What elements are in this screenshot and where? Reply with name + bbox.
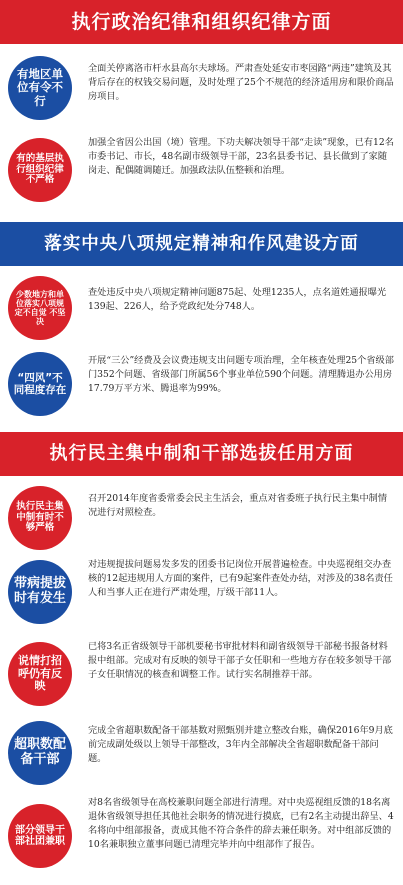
issue-badge-label: 少数地方和单位落实八项规定不自觉 不坚决 — [14, 289, 66, 327]
measure-text: 对8名省级领导在高校兼职问题全部进行清理。对中央巡视组反馈的18名离退休省级领导担任其他社会职务的情况进行摸底，已有2名主动提出辞呈、4名将向中组部报备，责成其他不符合条件的辞去兼任职务。对中组部反馈的10名兼职独立董事问题已清理完毕并向中组部作了报告。 — [88, 797, 394, 850]
list-item — [0, 346, 403, 426]
measure-text: 开展“三公”经费及会议费违规支出问题专项治理，全年核查处理25个省级部门352个问题、省级部门所属56个事业单位590个问题。清理腾退办公用房17.79万平方米、腾退率为99%。 — [88, 355, 394, 394]
issue-badge — [8, 560, 72, 624]
list-item — [0, 480, 403, 552]
measure-text: 查处违反中央八项规定精神问题875起、处理1235人，点名道姓通报曝光139起、226人，给予党政纪处分748人。 — [88, 287, 387, 312]
issue-badge — [8, 721, 72, 785]
list-item — [0, 552, 403, 634]
measure-text: 完成全省超职数配备干部基数对照甄别并建立整改台账，确保2016年9月底前完成副处级以上领导干部整改，3年内全部解决全省超职数配备干部问题。 — [88, 725, 393, 764]
measure-text: 已将3名正省级领导干部机要秘书审批材料和副省级领导干部秘书报备材料报中组部。完成对有反映的领导干部子女任职和一些地方存在较多领导干部子女任职情况的核查和调整工作。试行实名制推荐干部。 — [88, 641, 392, 680]
issue-badge — [8, 352, 72, 416]
issue-badge — [8, 276, 72, 340]
issue-badge — [8, 486, 72, 550]
issue-badge-label: 执行民主集中制有时不够严格 — [16, 500, 64, 534]
issue-badge-label: 有地区单位有令不行 — [17, 67, 63, 108]
list-item — [0, 130, 403, 214]
issue-badge-label: 部分领导干部社团兼职 — [15, 824, 65, 847]
issue-badge — [8, 56, 72, 120]
list-item — [0, 50, 403, 130]
issue-badge-label: 超职数配备干部 — [13, 737, 66, 767]
list-item — [0, 790, 403, 885]
section-header-eight-rules: 落实中央八项规定精神和作风建设方面 — [0, 222, 403, 266]
section-header-political-discipline: 执行政治纪律和组织纪律方面 — [0, 0, 403, 44]
list-item — [0, 634, 403, 716]
measure-text: 全面关停离洛市杆水县高尔夫球场。严肃查处延安市枣园路“两违”建筑及其背后存在的权钱交易问题，及时处理了25个不规范的经济适用房和限价商品房项目。 — [88, 63, 394, 102]
measure-text: 召开2014年度省委常委会民主生活会，重点对省委班子执行民主集中制情况进行对照检查。 — [88, 493, 388, 518]
section-header-democratic-centralism: 执行民主集中制和干部选拔任用方面 — [0, 432, 403, 476]
issue-badge — [8, 642, 72, 706]
list-item — [0, 272, 403, 344]
measure-text: 加强全省因公出国（境）管理。下功夫解决领导干部“走读”现象，已有12名市委书记、市长，48名副市级领导干部，23名县委书记、县长做到了家随岗走、配偶随调随迁。加强政法队伍整顿和治理。 — [88, 137, 394, 176]
issue-badge-label: 带病提拔时有发生 — [13, 576, 66, 606]
measure-text: 对违规提拔问题易发多发的团委书记岗位开展普遍检查。中央巡视组交办查核的12起违规用人方面的案件，已有9起案件查处办结，对涉及的38名责任人和当事人正在进行严肃处理，厅级干部11人。 — [88, 559, 393, 598]
issue-badge — [8, 804, 72, 868]
list-item — [0, 716, 403, 790]
issue-badge-label: “四风”不同程度存在 — [13, 371, 67, 396]
issue-badge-label: 说情打招呼仍有反映 — [18, 654, 62, 693]
issue-badge-label: 有的基层执行组织纪律不严格 — [16, 152, 64, 186]
issue-badge — [8, 138, 72, 202]
